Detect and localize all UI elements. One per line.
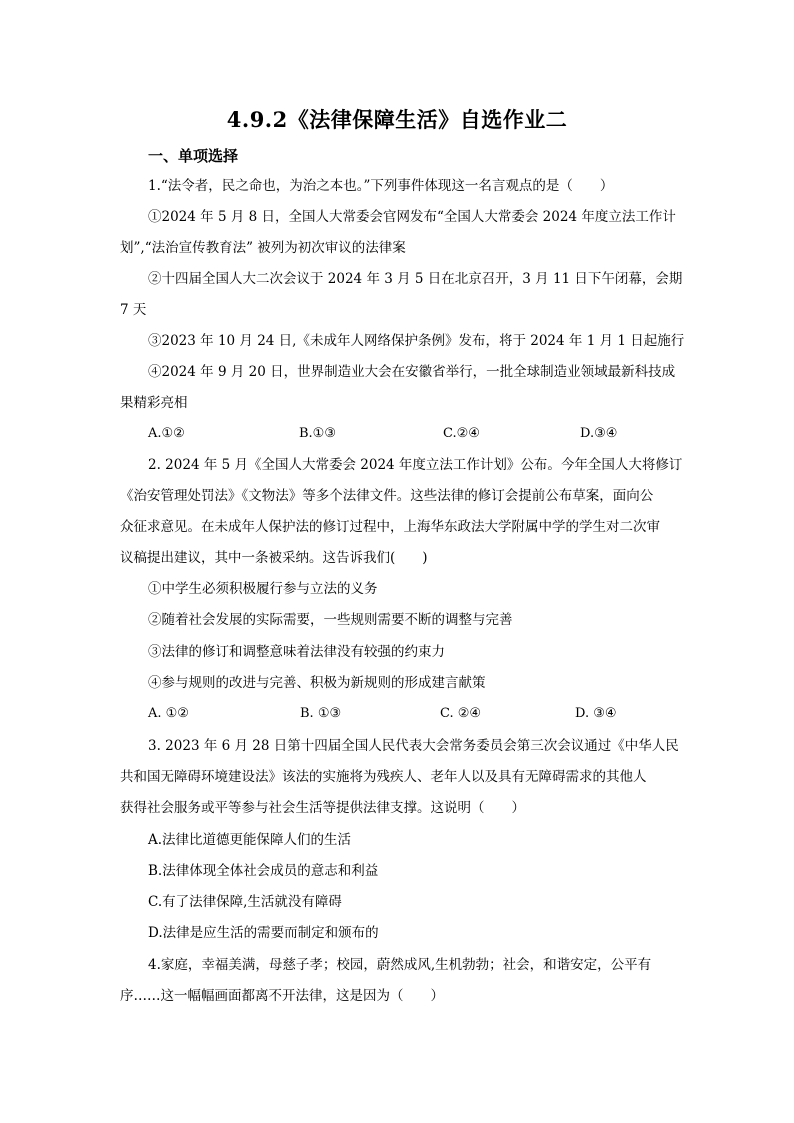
question-2-stem-line-4: 议稿提出建议，其中一条被采纳。这告诉我们( ) [120, 550, 428, 566]
question-2-statement-2: ②随着社会发展的实际需要，一些规则需要不断的调整与完善 [148, 612, 513, 628]
question-1-statement-1-cont: 划”,“法治宣传教育法” 被列为初次审议的法律案 [120, 240, 406, 256]
question-4-stem-line-1: 4.家庭，幸福美满，母慈子孝；校园，蔚然成风,生机勃勃；社会，和谐安定，公平有 [148, 957, 652, 973]
question-2-statement-1: ①中学生必须积极履行参与立法的义务 [148, 581, 378, 597]
question-2-option-a: A. ①② [148, 706, 189, 721]
question-1-statement-4-cont: 果精彩亮相 [120, 395, 188, 411]
question-1-statement-4: ④2024 年 9 月 20 日，世界制造业大会在安徽省举行，一批全球制造业领域最新科技成 [148, 364, 676, 380]
question-3-stem-line-1: 3. 2023 年 6 月 28 日第十四届全国人民代表大会常务委员会第三次会议通过《中华人民 [148, 738, 679, 754]
question-3-stem-line-2: 共和国无障碍环境建设法》该法的实施将为残疾人、老年人以及具有无障碍需求的其他人 [120, 769, 647, 785]
question-2-stem-line-3: 众征求意见。在未成年人保护法的修订过程中，上海华东政法大学附属中学的学生对二次审 [120, 519, 660, 535]
question-1-option-a: A.①② [148, 426, 185, 441]
question-2-stem-line-2: 《治安管理处罚法》《文物法》等多个法律文件。这些法律的修订会提前公布草案，面向公 [120, 488, 654, 504]
question-1-statement-2: ②十四届全国人大二次会议于 2024 年 3 月 5 日在北京召开，3 月 11 日下午闭幕，会期 [148, 271, 683, 287]
question-1-option-c: C.②④ [443, 426, 480, 441]
question-3-option-d: D.法律是应生活的需要而制定和颁布的 [148, 925, 379, 941]
question-3-stem-line-3: 获得社会服务或平等参与社会生活等提供法律支撑。这说明（ ） [120, 800, 525, 816]
question-1-option-b: B.①③ [299, 426, 336, 441]
question-4-stem-line-2: 序……这一幅幅画面都离不开法律，这是因为（ ） [120, 988, 444, 1004]
document-title: 4.9.2《法律保障生活》自选作业二 [226, 107, 568, 132]
question-2-stem-line-1: 2. 2024 年 5 月《全国人大常委会 2024 年度立法工作计划》公布。今年全国人大将修订 [148, 457, 683, 473]
question-1-option-d: D.③④ [580, 426, 618, 441]
question-3-option-c: C.有了法律保障,生活就没有障碍 [148, 894, 342, 910]
question-2-option-b: B. ①③ [300, 706, 342, 721]
section-heading: 一、单项选择 [148, 147, 239, 165]
question-2-statement-4: ④参与规则的改进与完善、积极为新规则的形成建言献策 [148, 675, 486, 691]
question-1-statement-3: ③2023 年 10 月 24 日,《未成年人网络保护条例》发布，将于 2024 年 1 月 1 日起施行 [148, 333, 685, 349]
question-1-statement-2-cont: 7 天 [120, 302, 147, 318]
question-2-option-c: C. ②④ [440, 706, 482, 721]
question-1-stem: 1.“法令者，民之命也，为治之本也。”下列事件体现这一名言观点的是（ ） [148, 178, 614, 194]
question-2-statement-3: ③法律的修订和调整意味着法律没有较强的约束力 [148, 644, 445, 660]
question-3-option-a: A.法律比道德更能保障人们的生活 [148, 832, 352, 848]
question-1-statement-1: ①2024 年 5 月 8 日，全国人大常委会官网发布“全国人大常委会 2024 年度立法工作计 [148, 209, 676, 225]
question-3-option-b: B.法律体现全体社会成员的意志和利益 [148, 863, 379, 879]
question-2-option-d: D. ③④ [575, 706, 617, 721]
